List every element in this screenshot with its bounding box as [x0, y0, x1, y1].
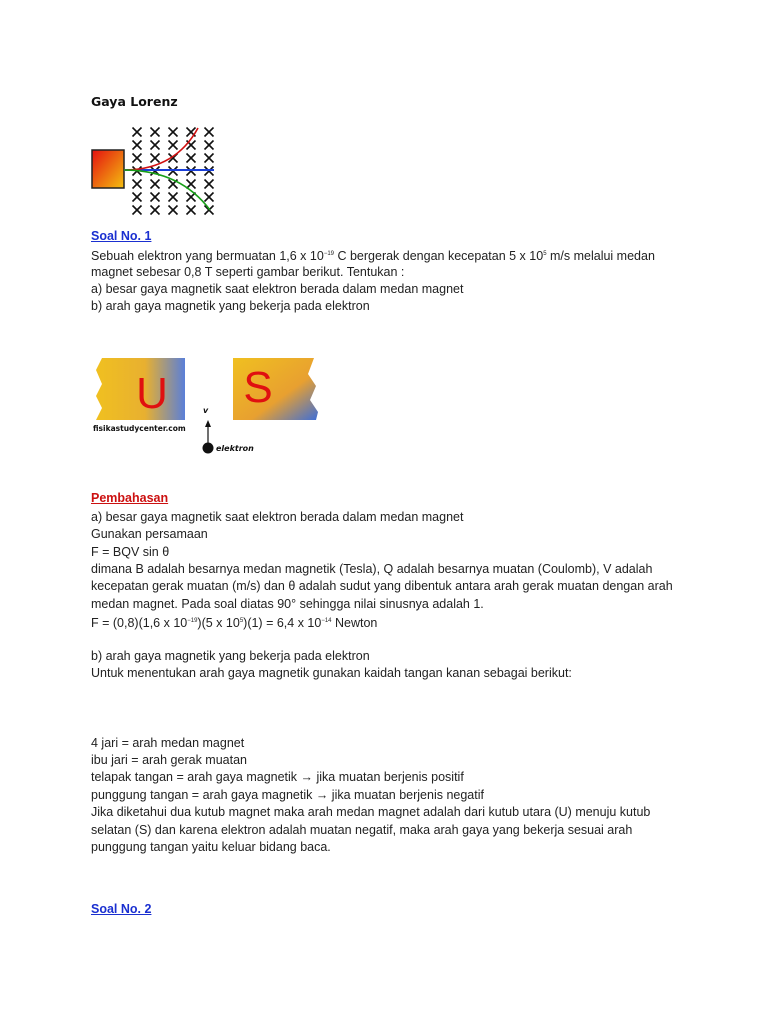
soal-1-line-1: Sebuah elektron yang bermuatan 1,6 x $10^{-19}$ C bergerak dengan kecepatan 5 x $10^5$ m/s melalui medan: [91, 249, 655, 263]
rule-back-of-hand: punggung tangan = arah gaya magnetik → jika muatan berjenis negatif: [91, 788, 484, 802]
pembahasan-a5: kecepatan gerak muatan (m/s) dan θ adalah sudut yang dibentuk antara arah gerak muatan dengan arah: [91, 579, 673, 593]
pembahasan-a4: dimana B adalah besarnya medan magnetik (Tesla), Q adalah besarnya muatan (Coulomb), V adalah: [91, 562, 653, 576]
pembahasan-c5: Jika diketahui dua kutub magnet maka arah medan magnet adalah dari kutub utara (U) menuju kutub: [91, 805, 651, 819]
electron-label: elektron: [216, 444, 254, 453]
soal-1-line-3: a) besar gaya magnetik saat elektron berada dalam medan magnet: [91, 282, 464, 296]
rule-thumb: ibu jari = arah gerak muatan: [91, 753, 247, 767]
pembahasan-b1: b) arah gaya magnetik yang bekerja pada elektron: [91, 649, 370, 663]
pole-s-letter: S: [243, 363, 273, 412]
pembahasan-a1: a) besar gaya magnetik saat elektron berada dalam medan magnet: [91, 510, 464, 524]
soal-1-line-2: magnet sebesar 0,8 T seperti gambar berikut. Tentukan :: [91, 265, 405, 279]
rule-four-fingers: 4 jari = arah medan magnet: [91, 736, 245, 750]
green-deflected-path: [124, 170, 210, 210]
soal-2-heading[interactable]: Soal No. 2: [91, 902, 152, 916]
pembahasan-c7: punggung tangan yaitu keluar bidang baca.: [91, 840, 331, 854]
pembahasan-heading[interactable]: Pembahasan: [91, 491, 169, 505]
pole-u-letter: U: [136, 369, 168, 418]
velocity-label: v: [203, 406, 209, 415]
pembahasan-a6: medan magnet. Pada soal diatas 90° sehingga nilai sinusnya adalah 1.: [91, 597, 484, 611]
soal-1-line-4: b) arah gaya magnetik yang bekerja pada elektron: [91, 299, 370, 313]
lorentz-field-figure: [90, 124, 220, 216]
pembahasan-b2: Untuk menentukan arah gaya magnetik gunakan kaidah tangan kanan sebagai berikut:: [91, 666, 572, 680]
page-title: Gaya Lorenz: [91, 94, 178, 109]
pembahasan-a2: Gunakan persamaan: [91, 527, 208, 541]
electron-dot: [203, 443, 214, 454]
soal-1-heading[interactable]: Soal No. 1: [91, 229, 152, 243]
lorentz-formula: F = BQV sin θ: [91, 545, 170, 559]
pembahasan-c6: selatan (S) dan karena elektron adalah muatan negatif, maka arah gaya yang bekerja sesuai arah: [91, 823, 633, 837]
magnet-poles-figure: [92, 356, 324, 460]
force-calculation: F = (0,8)(1,6 x $10^{-19})(5$ x $10^5)(1) = 6,4$ x $10^{-14}$ Newton: [91, 616, 378, 630]
site-watermark: fisikastudycenter.com: [93, 424, 186, 433]
rule-palm: telapak tangan = arah gaya magnetik → jika muatan berjenis positif: [91, 770, 464, 784]
particle-source-block: [92, 150, 124, 188]
velocity-arrow-head: [205, 420, 211, 427]
